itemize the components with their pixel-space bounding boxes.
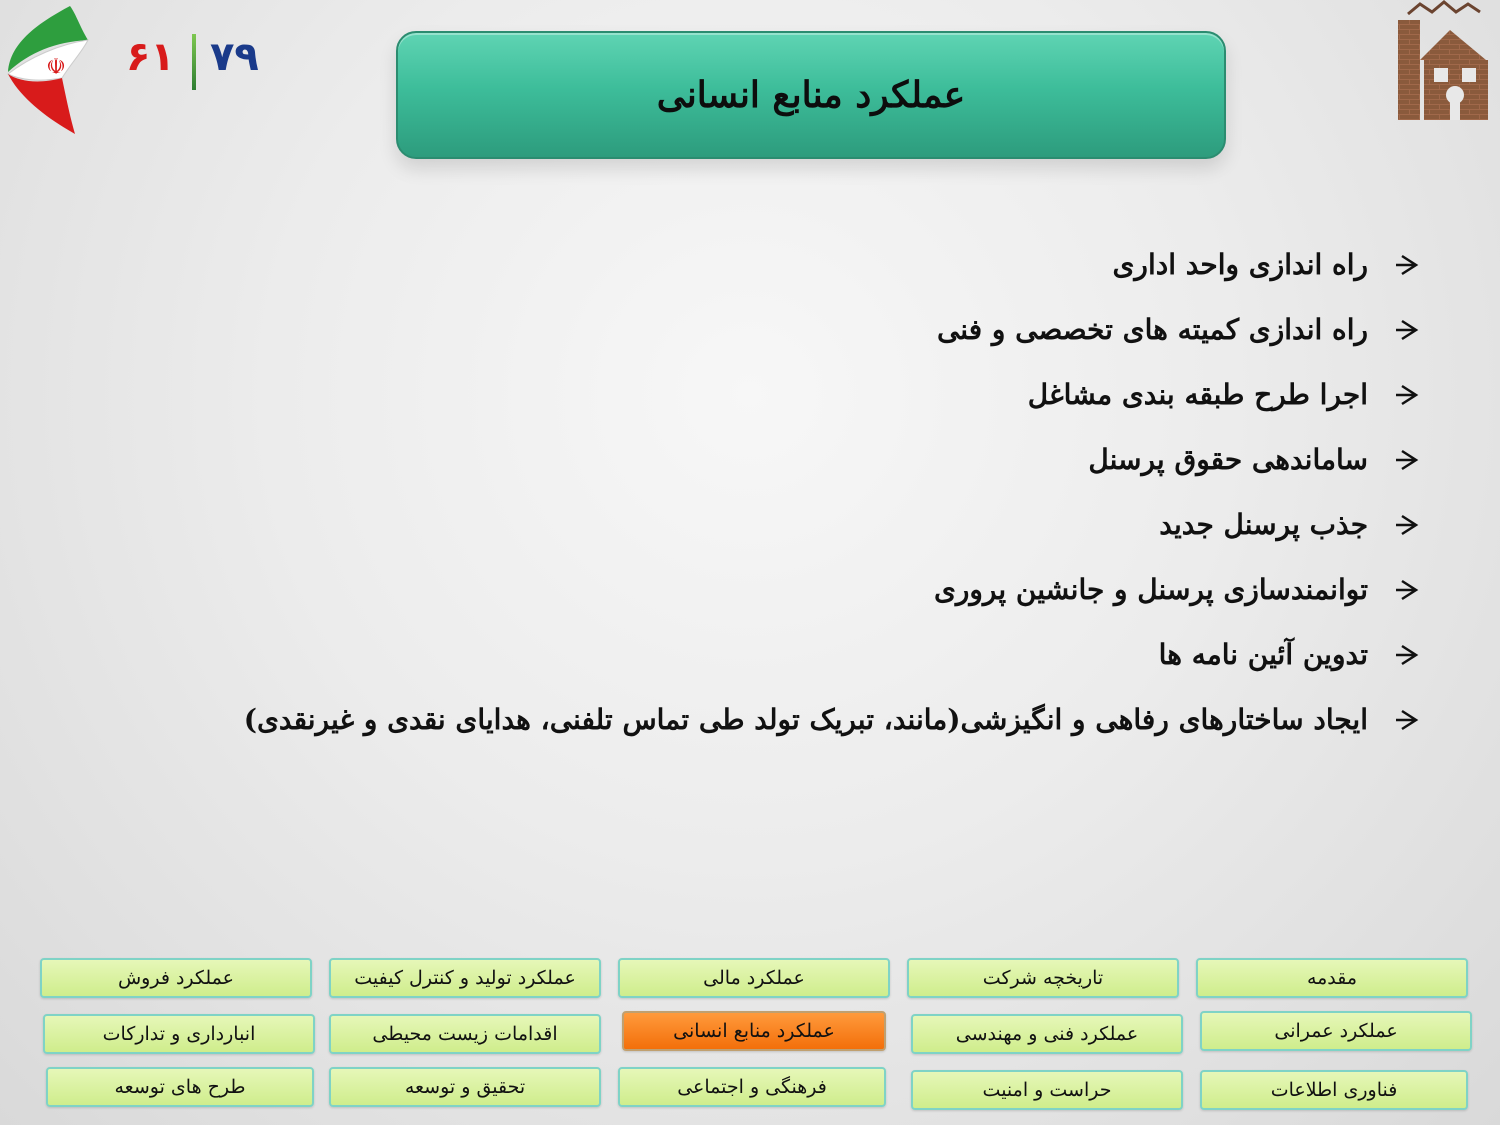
list-item	[82, 687, 1422, 752]
arrow-bullet-icon	[1392, 445, 1422, 475]
nav-button-construction[interactable]: عملکرد عمرانی	[1200, 1011, 1472, 1051]
list-item	[82, 297, 1422, 362]
nav-button-it[interactable]: فناوری اطلاعات	[1200, 1070, 1468, 1110]
bullet-text: اجرا طرح طبقه بندی مشاغل	[1027, 378, 1368, 411]
list-item	[82, 232, 1422, 297]
arrow-bullet-icon	[1392, 575, 1422, 605]
nav-button-environment[interactable]: اقدامات زیست محیطی	[329, 1014, 601, 1054]
list-item	[82, 622, 1422, 687]
slide-title-box	[396, 31, 1226, 159]
bullet-text: جذب پرسنل جدید	[1159, 508, 1368, 541]
nav-button-intro[interactable]: مقدمه	[1196, 958, 1468, 998]
bullet-text: راه اندازی واحد اداری	[1112, 248, 1368, 281]
arrow-bullet-icon	[1392, 315, 1422, 345]
bullet-text: توانمندسازی پرسنل و جانشین پروری	[933, 573, 1368, 606]
list-item	[82, 427, 1422, 492]
bullet-text: ساماندهی حقوق پرسنل	[1088, 443, 1368, 476]
arrow-bullet-icon	[1392, 705, 1422, 735]
year-range	[118, 30, 268, 94]
year-separator	[192, 34, 196, 90]
nav-button-development[interactable]: طرح های توسعه	[46, 1067, 314, 1107]
hr-achievements-list	[82, 232, 1422, 752]
nav-button-production[interactable]: عملکرد تولید و کنترل کیفیت	[329, 958, 601, 998]
bullet-text: ایجاد ساختارهای رفاهی و انگیزشی(مانند، تبریک تولد طی تماس تلفنی، هدایای نقدی و غیرنقدی)	[243, 703, 1368, 736]
bullet-text: راه اندازی کمیته های تخصصی و فنی	[936, 313, 1368, 346]
nav-button-security[interactable]: حراست و امنیت	[911, 1070, 1183, 1110]
nav-button-sales[interactable]: عملکرد فروش	[40, 958, 312, 998]
list-item	[82, 362, 1422, 427]
flag-ribbon-logo	[0, 2, 95, 137]
arrow-bullet-icon	[1392, 640, 1422, 670]
nav-button-research[interactable]: تحقیق و توسعه	[329, 1067, 601, 1107]
nav-button-finance[interactable]: عملکرد مالی	[618, 958, 890, 998]
list-item	[82, 557, 1422, 622]
slide-title: عملکرد منابع انسانی	[656, 74, 966, 116]
bullet-text: تدوین آئین نامه ها	[1158, 638, 1368, 671]
nav-button-history[interactable]: تاریخچه شرکت	[907, 958, 1179, 998]
nav-button-engineering[interactable]: عملکرد فنی و مهندسی	[911, 1014, 1183, 1054]
year-right: ۷۹	[210, 34, 259, 80]
arrow-bullet-icon	[1392, 250, 1422, 280]
nav-button-warehouse[interactable]: انبارداری و تدارکات	[43, 1014, 315, 1054]
arrow-bullet-icon	[1392, 510, 1422, 540]
arrow-bullet-icon	[1392, 380, 1422, 410]
nav-button-hr-active[interactable]: عملکرد منابع انسانی	[622, 1011, 886, 1051]
svg-text:☫: ☫	[46, 55, 66, 80]
brick-factory-logo	[1390, 0, 1500, 128]
list-item	[82, 492, 1422, 557]
year-left: ۶۱	[126, 34, 175, 80]
nav-button-culture[interactable]: فرهنگی و اجتماعی	[618, 1067, 886, 1107]
